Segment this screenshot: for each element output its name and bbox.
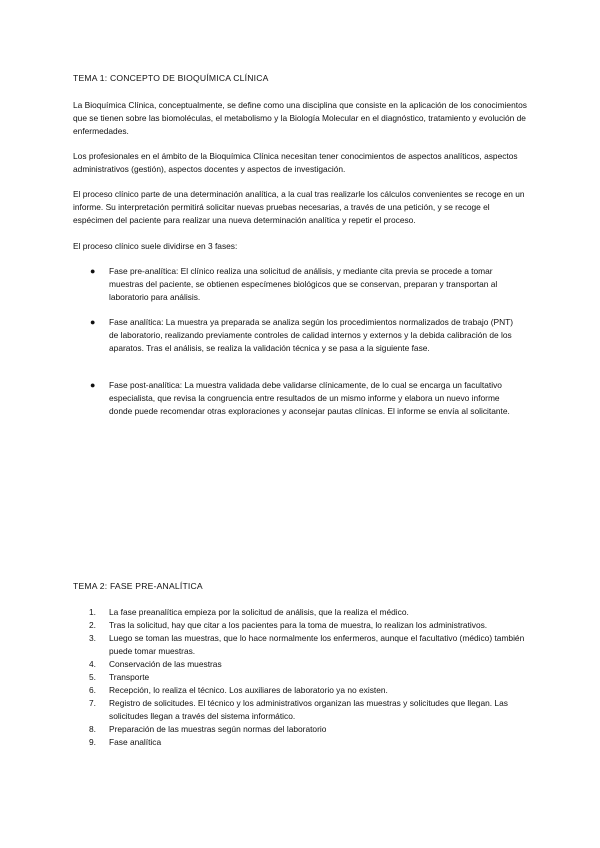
tema1-paragraph-definition: La Bioquímica Clínica, conceptualmente, se define como una disciplina que consiste en la aplicación de los conocimientos que se tienen sobre las biomoléculas, el metabolismo y la Biología Molecular en el diagnóstico, tratamiento y evolución de enfermedades. bbox=[73, 100, 527, 136]
tema1-paragraph-profesionales: Los profesionales en el ámbito de la Bioquímica Clínica necesitan tener conocimientos de aspectos analíticos, aspectos administrativos (gestión), aspectos docentes y aspectos de investigación. bbox=[73, 151, 518, 174]
tema1-title: TEMA 1: CONCEPTO DE BIOQUÍMICA CLÍNICA bbox=[73, 73, 269, 83]
list-item: 4. Conservación de las muestras bbox=[89, 659, 222, 669]
fase-analitica-text: Fase analítica: La muestra ya preparada se analiza según los procedimientos normalizados de trabajo (PNT) de laboratorio, realizando previamente controles de calidad internos y externos y la debida calibración de los aparatos. Tras el análisis, se realiza la validación técnica y se pasa a la siguiente fase. bbox=[109, 317, 514, 353]
list-item: 5. Transporte bbox=[89, 672, 150, 682]
tema1-paragraph-fases-intro: El proceso clínico suele dividirse en 3 fases: bbox=[73, 241, 238, 251]
list-item-fase-preanalitica bbox=[90, 265, 521, 304]
tema1-paragraph-proceso: El proceso clínico parte de una determinación analítica, a la cual tras realizarle los cálculos convenientes se recoge en un informe. Su interpretación permitirá solicitar nuevas pruebas necesarias, a través de una petición, y se recoge el espécimen del paciente para realizar una nueva determinación analítica y repetir el proceso. bbox=[73, 189, 525, 225]
list-item: 2. Tras la solicitud, hay que citar a los pacientes para la toma de muestra, lo realizan los administrativos. bbox=[89, 620, 488, 630]
list-item-fase-analitica bbox=[90, 316, 521, 355]
bullet-icon: ● bbox=[90, 266, 96, 276]
list-item: 3. Luego se toman las muestras, que lo hace normalmente los enfermeros, aunque el facultativo (médico) también puede tomar muestras. bbox=[89, 633, 525, 656]
fase-preanalitica-text: Fase pre-analítica: El clínico realiza una solicitud de análisis, y mediante cita previa se procede a tomar muestras del paciente, se obtienen especímenes biológicos que se conservan, preparan y transportan al laboratorio para análisis. bbox=[109, 266, 498, 302]
list-item: 7. Registro de solicitudes. El técnico y los administrativos organizan las muestras y solicitudes que llegan. Las solicitudes llegan a través del sistema informático. bbox=[89, 698, 508, 721]
bullet-icon: ● bbox=[90, 317, 96, 327]
list-item-fase-postanalitica bbox=[90, 379, 521, 418]
list-item: 8. Preparación de las muestras según normas del laboratorio bbox=[89, 724, 327, 734]
tema2-steps-list bbox=[89, 606, 529, 749]
list-item: 1. La fase preanalítica empieza por la solicitud de análisis, que la realiza el médico. bbox=[89, 607, 409, 617]
tema2-title: TEMA 2: FASE PRE-ANALÍTICA bbox=[73, 581, 203, 591]
list-item: 6. Recepción, lo realiza el técnico. Los auxiliares de laboratorio ya no existen. bbox=[89, 685, 388, 695]
fase-postanalitica-text: Fase post-analítica: La muestra validada debe validarse clínicamente, de lo cual se encarga un facultativo especialista, que revisa la congruencia entre resultados de un mismo informe y elabora un nuevo informe donde puede recomendar otras exploraciones y aconsejar pautas clínicas. El informe se envía al solicitante. bbox=[109, 380, 510, 416]
list-item: 9. Fase analítica bbox=[89, 737, 162, 747]
bullet-icon: ● bbox=[90, 380, 96, 390]
